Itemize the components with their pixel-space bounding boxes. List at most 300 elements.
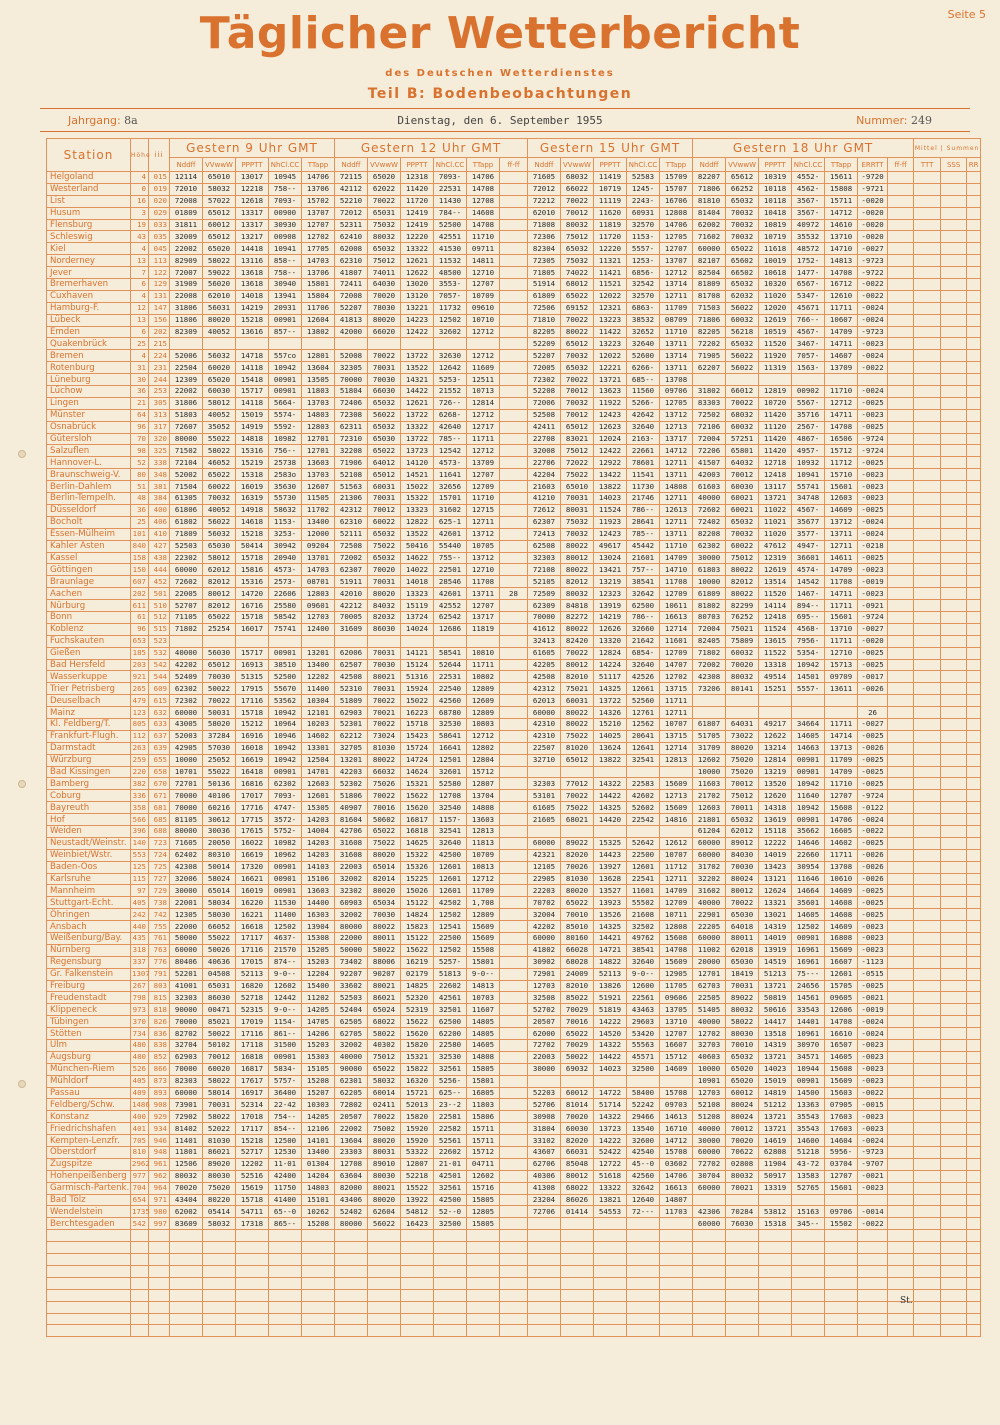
mean-ttt-cell: [914, 1206, 941, 1218]
mean-ttt-cell: [914, 397, 941, 409]
empty-cell: [858, 1277, 888, 1289]
obs-18-cell: 12819: [759, 386, 792, 398]
obs-15-cell: 60000: [528, 933, 561, 945]
obs-15-cell: 12722: [594, 1158, 627, 1170]
obs-12-ff-cell: [500, 326, 528, 338]
sum-sss-cell: [941, 837, 967, 849]
obs-15-cell: 15707: [660, 183, 693, 195]
sum-sss-cell: [941, 766, 967, 778]
obs-15-cell: [627, 1218, 660, 1230]
obs-15-cell: 52113: [594, 968, 627, 980]
obs-12-cell: 42508: [335, 671, 368, 683]
empty-cell: [693, 1277, 726, 1289]
obs-12-cell: 12601: [434, 873, 467, 885]
obs-12-cell: 65034: [368, 897, 401, 909]
obs-18-cell: 12718: [759, 457, 792, 469]
obs-12-cell: 12622: [401, 267, 434, 279]
obs-9-cell: 861--: [269, 1028, 302, 1040]
obs-15-cell: 71810: [528, 314, 561, 326]
obs-18-cell: 60030: [726, 481, 759, 493]
station-height: 805: [131, 718, 149, 730]
col-sub-ffff: ff-ff: [888, 158, 914, 172]
obs-9-cell: 13618: [236, 267, 269, 279]
sum-rr-cell: [967, 172, 981, 184]
obs-18-cell: 14607: [825, 350, 858, 362]
obs-18-cell: 10019: [759, 255, 792, 267]
obs-9-cell: 65012: [203, 231, 236, 243]
obs-12-cell: 755--: [434, 552, 467, 564]
obs-12-cell: 56022: [368, 1218, 401, 1230]
station-index: 873: [149, 1075, 170, 1087]
mean-ttt-cell: [914, 1075, 941, 1087]
sum-sss-cell: [941, 528, 967, 540]
obs-15-cell: 80022: [561, 623, 594, 635]
obs-15-cell: 75012: [561, 231, 594, 243]
obs-18-ff-cell: [888, 493, 914, 505]
obs-12-cell: 92207: [335, 968, 368, 980]
obs-18-cell: 65020: [726, 1075, 759, 1087]
obs-9-cell: 10000: [170, 754, 203, 766]
empty-cell: [269, 1265, 302, 1277]
obs-12-ff-cell: [500, 195, 528, 207]
sum-sss-cell: [941, 195, 967, 207]
obs-18-cell: 61204: [693, 825, 726, 837]
station-index: 818: [149, 1004, 170, 1016]
obs-18-cell: 00901: [792, 1075, 825, 1087]
obs-15-cell: 80012: [561, 659, 594, 671]
mean-ttt-cell: [914, 350, 941, 362]
obs-18-errtt-cell: -0024: [858, 516, 888, 528]
obs-18-cell: 14708: [825, 267, 858, 279]
station-height: 61: [131, 611, 149, 623]
sum-rr-cell: [967, 766, 981, 778]
obs-12-cell: 60022: [368, 516, 401, 528]
obs-9-cell: 05414: [203, 1206, 236, 1218]
obs-12-cell: 12419: [401, 219, 434, 231]
obs-9-cell: 11706: [302, 302, 335, 314]
station-name: Baden-Oos: [47, 861, 131, 873]
station-name: Kl. Feldberg/T.: [47, 718, 131, 730]
obs-18-errtt-cell: -0024: [858, 350, 888, 362]
obs-12-cell: 88006: [368, 956, 401, 968]
obs-15-cell: 13223: [594, 338, 627, 350]
obs-12-ff-cell: [500, 504, 528, 516]
station-height: 7: [131, 267, 149, 279]
obs-12-cell: 12708: [467, 195, 500, 207]
station-index: 113: [149, 255, 170, 267]
obs-15-cell: 10611: [660, 600, 693, 612]
table-row: [47, 172, 981, 184]
station-name: Rotenburg: [47, 362, 131, 374]
station-height: 401: [131, 1123, 149, 1135]
sum-rr-cell: [967, 849, 981, 861]
obs-9-cell: 65020: [203, 374, 236, 386]
table-row: [47, 1170, 981, 1182]
obs-15-cell: 11730: [627, 481, 660, 493]
table-row: [47, 861, 981, 873]
obs-12-ff-cell: [500, 671, 528, 683]
table-row: [47, 600, 981, 612]
obs-12-cell: 14825: [401, 980, 434, 992]
obs-12-cell: 13717: [467, 611, 500, 623]
obs-12-cell: 80021: [368, 1182, 401, 1194]
obs-15-cell: 10707: [660, 718, 693, 730]
obs-18-cell: 56022: [726, 362, 759, 374]
obs-9-cell: 50414: [236, 540, 269, 552]
obs-12-ff-cell: [500, 172, 528, 184]
obs-12-cell: 48500: [434, 267, 467, 279]
obs-15-cell: 12711: [660, 290, 693, 302]
empty-cell: [759, 1277, 792, 1289]
obs-12-cell: 54812: [401, 1206, 434, 1218]
obs-15-cell: 70032: [561, 528, 594, 540]
obs-18-cell: 12619: [759, 564, 792, 576]
obs-12-cell: 11609: [467, 362, 500, 374]
obs-18-cell: 10719: [759, 231, 792, 243]
table-row: [47, 493, 981, 505]
obs-9-cell: 15303: [302, 1051, 335, 1063]
empty-cell: [726, 1301, 759, 1313]
obs-9-cell: 14703: [302, 255, 335, 267]
obs-12-cell: 62507: [335, 659, 368, 671]
station-name: Oberstdorf: [47, 1147, 131, 1159]
obs-9-cell: 7093-: [269, 790, 302, 802]
obs-18-cell: 12624: [759, 885, 792, 897]
obs-18-cell: 70031: [726, 980, 759, 992]
obs-9-cell: 55730: [269, 493, 302, 505]
obs-18-cell: 51213: [759, 968, 792, 980]
obs-15-cell: 13624: [594, 742, 627, 754]
obs-9-cell: 57022: [203, 195, 236, 207]
obs-12-cell: 31608: [335, 837, 368, 849]
obs-18-cell: 12707: [825, 1170, 858, 1182]
table-row: [47, 433, 981, 445]
obs-9-cell: 72302: [170, 695, 203, 707]
station-index: 948: [149, 1147, 170, 1159]
obs-18-cell: 00902: [792, 386, 825, 398]
header-rule-top: [40, 108, 970, 109]
obs-15-cell: 11119: [594, 195, 627, 207]
obs-12-cell: 14422: [401, 386, 434, 398]
obs-12-cell: 12813: [467, 825, 500, 837]
empty-cell: [236, 1313, 269, 1325]
obs-9-cell: 80032: [170, 1170, 203, 1182]
obs-15-cell: 80032: [561, 219, 594, 231]
obs-18-cell: 40000: [693, 493, 726, 505]
obs-18-cell: 15609: [825, 1075, 858, 1087]
obs-15-cell: 53101: [528, 790, 561, 802]
obs-15-cell: 42642: [627, 409, 660, 421]
obs-18-cell: 22660: [792, 849, 825, 861]
obs-15-cell: 12601: [627, 861, 660, 873]
table-row: [47, 350, 981, 362]
obs-18-cell: 12319: [759, 552, 792, 564]
obs-9-cell: 54711: [236, 1206, 269, 1218]
obs-15-cell: 81020: [561, 742, 594, 754]
obs-9-cell: 7093-: [269, 195, 302, 207]
obs-18-cell: 3577-: [792, 528, 825, 540]
obs-18-cell: 80022: [726, 564, 759, 576]
station-name: Bad Kissingen: [47, 766, 131, 778]
obs-18-cell: 55741: [792, 481, 825, 493]
obs-9-cell: [236, 338, 269, 350]
obs-12-cell: 81030: [368, 742, 401, 754]
obs-12-cell: 22540: [434, 683, 467, 695]
empty-cell: [335, 1230, 368, 1242]
obs-18-cell: 51218: [792, 1147, 825, 1159]
empty-cell: [335, 1265, 368, 1277]
station-name: Darmstadt: [47, 742, 131, 754]
obs-18-cell: 75---: [792, 968, 825, 980]
empty-cell: [967, 1301, 981, 1313]
obs-18-cell: 81810: [693, 195, 726, 207]
obs-9-cell: 60030: [203, 386, 236, 398]
station-height: 6: [131, 279, 149, 291]
obs-15-cell: 72612: [528, 504, 561, 516]
obs-15-cell: 5266-: [627, 397, 660, 409]
obs-9-cell: 16618: [236, 921, 269, 933]
empty-row: [47, 1325, 981, 1337]
empty-cell: [561, 1325, 594, 1337]
table-row: [47, 1028, 981, 1040]
obs-15-cell: 52642: [627, 837, 660, 849]
sum-rr-cell: [967, 873, 981, 885]
obs-12-cell: 70020: [368, 564, 401, 576]
empty-cell: [170, 1254, 203, 1266]
obs-12-cell: 4573-: [434, 457, 467, 469]
obs-12-cell: 21552: [434, 386, 467, 398]
table-row: [47, 849, 981, 861]
obs-18-cell: 80024: [726, 1099, 759, 1111]
obs-9-cell: 14400: [302, 897, 335, 909]
obs-9-cell: 56032: [203, 350, 236, 362]
obs-18-cell: 50616: [759, 1004, 792, 1016]
station-name: München-Riem: [47, 1063, 131, 1075]
empty-cell: [47, 1313, 131, 1325]
empty-cell: [434, 1265, 467, 1277]
obs-12-cell: 13723: [401, 445, 434, 457]
obs-9-cell: 72104: [170, 457, 203, 469]
obs-15-cell: 81014: [561, 1099, 594, 1111]
mean-ttt-cell: [914, 1158, 941, 1170]
obs-9-cell: 14718: [236, 350, 269, 362]
obs-18-errtt-cell: -0023: [858, 1123, 888, 1135]
empty-cell: [825, 1277, 858, 1289]
punch-hole: [18, 450, 26, 458]
obs-9-cell: 12618: [236, 195, 269, 207]
obs-9-cell: 56022: [203, 516, 236, 528]
col-sub-ttapp: TTapp: [302, 158, 335, 172]
obs-12-cell: 12814: [467, 397, 500, 409]
obs-15-cell: 21603: [528, 481, 561, 493]
obs-12-cell: 22580: [434, 1040, 467, 1052]
obs-18-cell: 70284: [726, 1206, 759, 1218]
obs-9-cell: 16817: [236, 1063, 269, 1075]
empty-cell: [500, 1289, 528, 1301]
empty-cell: [203, 1265, 236, 1277]
obs-18-errtt-cell: -0025: [858, 754, 888, 766]
obs-12-cell: 75002: [368, 1123, 401, 1135]
obs-18-cell: 70010: [726, 1040, 759, 1052]
obs-12-cell: 12602: [467, 1170, 500, 1182]
obs-15-cell: 62010: [528, 207, 561, 219]
obs-9-cell: 15702: [302, 195, 335, 207]
station-name: Augsburg: [47, 1051, 131, 1063]
obs-12-cell: 32305: [335, 362, 368, 374]
obs-12-cell: 12511: [467, 374, 500, 386]
empty-cell: [500, 1277, 528, 1289]
sum-sss-cell: [941, 302, 967, 314]
empty-cell: [888, 1254, 914, 1266]
obs-9-cell: [170, 338, 203, 350]
sum-sss-cell: [941, 790, 967, 802]
obs-18-cell: 70030: [726, 861, 759, 873]
station-name: Ansbach: [47, 921, 131, 933]
obs-18-cell: 43-72: [792, 1158, 825, 1170]
obs-18-cell: 14501: [792, 671, 825, 683]
obs-9-cell: 32303: [170, 992, 203, 1004]
obs-15-cell: 15712: [660, 1051, 693, 1063]
obs-9-cell: 22001: [170, 897, 203, 909]
obs-9-cell: 15207: [302, 1087, 335, 1099]
obs-18-cell: 35601: [792, 897, 825, 909]
empty-cell: [759, 1301, 792, 1313]
obs-12-cell: 62310: [335, 516, 368, 528]
empty-cell: [759, 1265, 792, 1277]
col-sub-nhclcc: NhCl.CC: [627, 158, 660, 172]
station-name: Weißenburg/Bay.: [47, 933, 131, 945]
obs-15-cell: 22203: [528, 885, 561, 897]
empty-row: [47, 1242, 981, 1254]
obs-18-cell: 12710: [825, 647, 858, 659]
obs-15-cell: 29603: [627, 1016, 660, 1028]
sum-sss-cell: [941, 635, 967, 647]
station-name: Fuchskauten: [47, 635, 131, 647]
obs-18-cell: 14714: [825, 730, 858, 742]
obs-12-cell: 65030: [368, 433, 401, 445]
station-name: Weiden: [47, 825, 131, 837]
obs-15-cell: 16613: [660, 1182, 693, 1194]
obs-9-cell: 5664-: [269, 397, 302, 409]
obs-18-cell: 16507: [825, 1040, 858, 1052]
empty-cell: [170, 1325, 203, 1337]
obs-18-cell: 18419: [726, 968, 759, 980]
obs-12-ff-cell: [500, 397, 528, 409]
table-row: [47, 219, 981, 231]
obs-12-ff-cell: [500, 302, 528, 314]
obs-9-cell: 16716: [236, 600, 269, 612]
empty-cell: [528, 1230, 561, 1242]
obs-18-errtt-cell: -0023: [858, 1051, 888, 1063]
obs-12-ff-cell: [500, 457, 528, 469]
table-row: [47, 659, 981, 671]
obs-9-cell: 12204: [302, 968, 335, 980]
obs-15-cell: 13024: [594, 552, 627, 564]
obs-9-cell: 82702: [170, 1028, 203, 1040]
obs-12-ff-cell: [500, 683, 528, 695]
obs-9-cell: 17015: [236, 956, 269, 968]
obs-18-cell: 15705: [825, 980, 858, 992]
obs-18-ff-cell: [888, 1004, 914, 1016]
obs-9-cell: 22002: [170, 386, 203, 398]
obs-18-cell: 15118: [759, 825, 792, 837]
station-name: Berchtesgaden: [47, 1218, 131, 1230]
obs-9-cell: 14706: [302, 172, 335, 184]
obs-18-cell: 11022: [759, 504, 792, 516]
table-row: [47, 814, 981, 826]
obs-12-cell: 11430: [434, 195, 467, 207]
obs-15-cell: 38532: [627, 314, 660, 326]
empty-cell: [825, 1254, 858, 1266]
obs-15-cell: 12703: [528, 980, 561, 992]
obs-18-cell: 71905: [693, 350, 726, 362]
obs-15-cell: 75012: [561, 445, 594, 457]
obs-9-cell: 40106: [203, 790, 236, 802]
obs-12-cell: 43406: [335, 1194, 368, 1206]
obs-15-cell: [660, 1075, 693, 1087]
obs-15-cell: 14322: [594, 1040, 627, 1052]
obs-15-cell: 12641: [627, 742, 660, 754]
obs-9-cell: 50136: [203, 778, 236, 790]
station-index: 962: [149, 1170, 170, 1182]
obs-9-cell: 12400: [302, 623, 335, 635]
obs-18-errtt-cell: -0023: [858, 1075, 888, 1087]
obs-15-cell: 38541: [627, 944, 660, 956]
obs-12-cell: 785--: [434, 433, 467, 445]
obs-18-ff-cell: [888, 409, 914, 421]
obs-15-cell: 12422: [594, 445, 627, 457]
obs-15-cell: 32542: [627, 279, 660, 291]
obs-15-cell: 12705: [660, 397, 693, 409]
obs-12-cell: 70022: [368, 718, 401, 730]
col-sub-ttt: TTT: [914, 158, 941, 172]
obs-18-cell: 15163: [792, 1206, 825, 1218]
obs-9-cell: 71802: [170, 623, 203, 635]
table-row: [47, 1135, 981, 1147]
obs-18-cell: 81404: [693, 207, 726, 219]
obs-12-cell: 15718: [401, 718, 434, 730]
obs-12-ff-cell: [500, 421, 528, 433]
obs-12-cell: 70016: [368, 802, 401, 814]
obs-12-cell: 32208: [335, 445, 368, 457]
obs-18-cell: 1563-: [792, 362, 825, 374]
station-name: Lingen: [47, 397, 131, 409]
sum-rr-cell: [967, 837, 981, 849]
obs-18-cell: 89022: [726, 992, 759, 1004]
obs-15-cell: 11711: [660, 695, 693, 707]
col-group-15: Gestern 15 Uhr GMT: [528, 139, 693, 158]
obs-9-cell: 22000: [170, 921, 203, 933]
obs-18-cell: 13520: [759, 778, 792, 790]
obs-15-cell: 72212: [528, 195, 561, 207]
obs-9-cell: 60000: [170, 564, 203, 576]
empty-cell: [131, 1265, 149, 1277]
obs-12-cell: 42601: [434, 528, 467, 540]
obs-12-ff-cell: [500, 873, 528, 885]
sum-sss-cell: [941, 718, 967, 730]
obs-12-cell: 5256-: [434, 1075, 467, 1087]
obs-15-cell: 51618: [594, 1170, 627, 1182]
obs-9-cell: 32009: [170, 231, 203, 243]
obs-9-cell: 30930: [269, 219, 302, 231]
obs-18-cell: 80032: [726, 1004, 759, 1016]
obs-18-cell: 70032: [726, 207, 759, 219]
obs-9-cell: 15717: [236, 647, 269, 659]
obs-12-cell: 10709: [467, 849, 500, 861]
obs-15-cell: 9-0--: [627, 968, 660, 980]
obs-15-cell: 32303: [528, 552, 561, 564]
station-name: Nürburg: [47, 600, 131, 612]
